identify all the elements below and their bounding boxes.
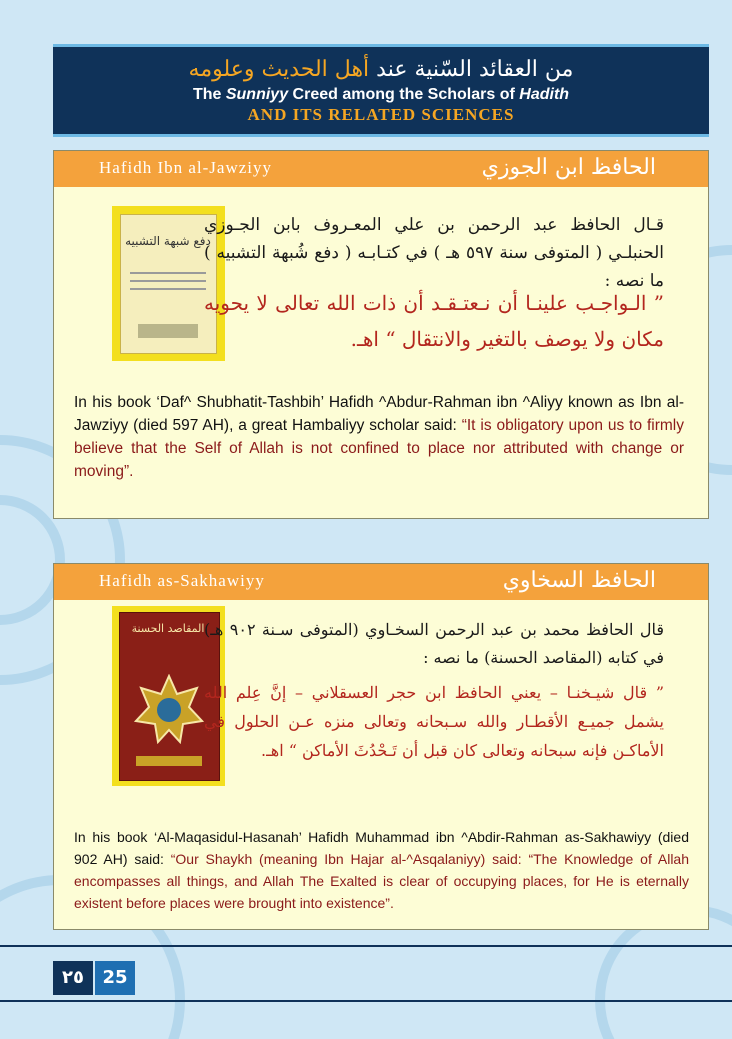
section-header xyxy=(54,564,708,600)
arabic-quote: ” الـواجـب علينـا أن نـعتـقـد أن ذات الله تعالى لا يحويه مكان ولا يوصف بالتغير والانتقال “ اهـ. xyxy=(204,291,664,351)
page-number-english: 25 xyxy=(95,961,135,995)
book-cover-title: دفع شبهة التشبيه xyxy=(125,234,211,248)
footer-divider xyxy=(0,945,732,947)
section-title-arabic: الحافظ ابن الجوزي xyxy=(481,155,656,180)
header-title-english: The Sunniyy Creed among the Scholars of Hadith xyxy=(192,86,570,103)
page-number-arabic: ٢٥ xyxy=(53,961,93,995)
footer-divider-lower xyxy=(0,1000,732,1002)
section-header xyxy=(54,151,708,187)
section-title-arabic: الحافظ السخاوي xyxy=(502,568,656,593)
header-subtitle: AND ITS RELATED SCIENCES xyxy=(247,105,515,124)
page-header xyxy=(53,44,709,137)
arabic-quote: ” قال شيـخنـا – يعني الحافظ ابن حجر العسقلاني – إنَّ عِلم الله يشمل جميـع الأقطـار والله سـبحانه وتعالى منزه عـن الحلول في الأماكـن فإنه سبحانه وتعالى كان قبل أن تَـحْدُثَ الأماكن “ اهـ. xyxy=(204,683,664,760)
arabic-intro: قال الحافظ محمد بن عبد الرحمن السخـاوي (المتوفى سـنة ٩٠٢ هـ) في كتابه (المقاصد الحسنة) ما نصه : xyxy=(204,620,665,667)
english-quote: “Our Shaykh (meaning Ibn Hajar al-^Asqalaniyy) said: “The Knowledge of Allah encompasses all things, and Allah The Exalted is clear of occupying places, for He is eternally existent before places were brought into existence”. xyxy=(74,851,690,911)
arabic-intro: قـال الحافظ عبد الرحمن بن علي المعـروف بابن الجـوزي الحنبلـي ( المتوفى سنة ٥٩٧ هـ ) في كتـابـه ( دفع شُبهة التشبيه ) ما نصه : xyxy=(204,215,665,291)
section-title-english: Hafidh as-Sakhawiyy xyxy=(99,571,265,590)
header-title-arabic: من العقائد السّنية عند أهل الحديث وعلومه xyxy=(188,57,574,82)
book-cover-title: المقاصد الحسنة xyxy=(131,622,205,635)
english-quote: “It is obligatory upon us to firmly believe that the Self of Allah is not confined to place nor attributed with change or moving”. xyxy=(74,417,684,480)
section-as-sakhawiyy xyxy=(53,563,709,930)
section-ibn-al-jawziyy xyxy=(53,150,709,519)
section-title-english: Hafidh Ibn al-Jawziyy xyxy=(99,158,273,177)
english-paragraph: In his book ‘Al-Maqasidul-Hasanah’ Hafidh Muhammad ibn ^Abdir-Rahman as-Sakhawiyy (died 902 AH) said: “Our Shaykh (meaning Ibn Hajar al-^Asqalaniyy) said: “The Knowledge of Allah encompasses all things, and Allah The Exalted is clear of occupying places, for He is eternally existent before places were brought into existence”. xyxy=(74,829,690,911)
english-paragraph: In his book ‘Daf^ Shubhatit-Tashbih’ Hafidh ^Abdur-Rahman ibn ^Aliyy known as Ibn al-Jawziyy (died 597 AH), a great Hambaliyy scholar said: “It is obligatory upon us to firmly believe that the Self of Allah is not confined to place nor attributed with change or moving”. xyxy=(74,394,684,480)
